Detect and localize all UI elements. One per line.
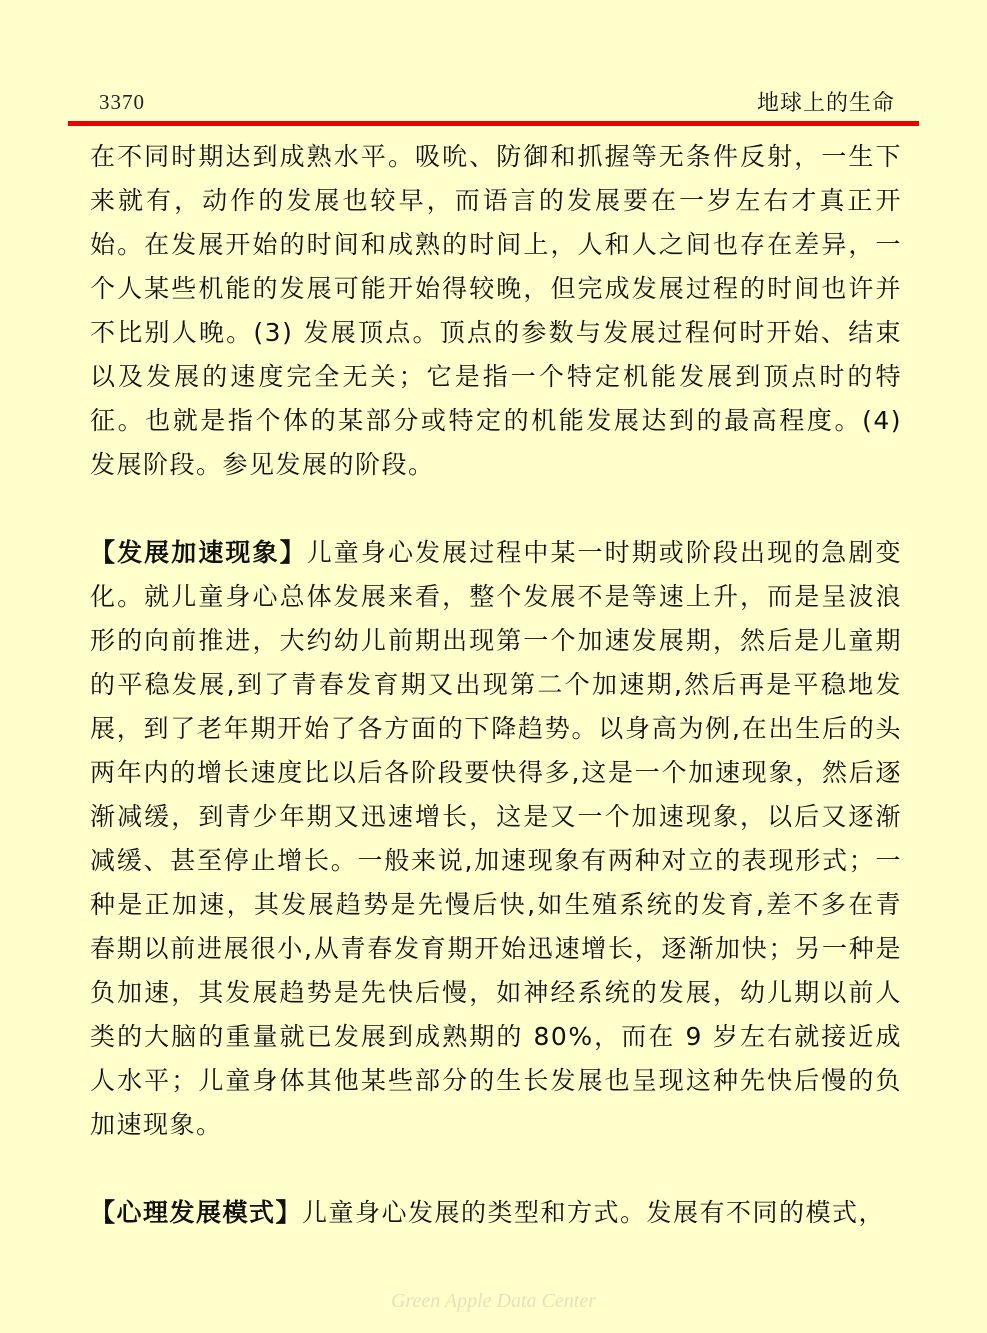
paragraph-gap	[90, 487, 902, 531]
paragraph-continuation	[90, 135, 902, 487]
watermark: Green Apple Data Center	[391, 1290, 596, 1312]
running-head: 地球上的生命	[756, 91, 895, 116]
body-text	[90, 135, 902, 1235]
paragraph-text: 在不同时期达到成熟水平。吸吮、防御和抓握等无条件反射，一生下来就有，动作的发展也较早，而语言的发展要在一岁左右才真正开始。在发展开始的时间和成熟的时间上，人和人之间也存在差异，一个人某些机能的发展可能开始得较晚，但完成发展过程的时间也许并不比别人晚。(3) 发展顶点。顶点的参数与发展过程何时开始、结束以及发展的速度完全无关；它是指一个特定机能发展到顶点时的特征。也就是指个体的某部分或特定的机能发展达到的最高程度。(4) 发展阶段。参见发展的阶段。	[90, 142, 902, 479]
entry-text: 儿童身心发展过程中某一时期或阶段出现的急剧变化。就儿童身心总体发展来看，整个发展不是等速上升，而是呈波浪形的向前推进，大约幼儿前期出现第一个加速发展期，然后是儿童期的平稳发展,到了青春发育期又出现第二个加速期,然后再是平稳地发展，到了老年期开始了各方面的下降趋势。以身高为例,在出生后的头两年内的增长速度比以后各阶段要快得多,这是一个加速现象，然后逐渐减缓，到青少年期又迅速增长，这是又一个加速现象，以后又逐渐减缓、甚至停止增长。一般来说,加速现象有两种对立的表现形式；一种是正加速，其发展趋势是先慢后快,如生殖系统的发育,差不多在青春期以前进展很小,从青春发育期开始迅速增长，逐渐加快；另一种是负加速，其发展趋势是先快后慢，如神经系统的发展，幼儿期以前人类的大脑的重量就已发展到成熟期的 80%，而在 9 岁左右就接近成人水平；儿童身体其他某些部分的生长发展也呈现这种先快后慢的负加速现象。	[90, 538, 902, 1139]
entry-acceleration	[90, 531, 902, 1147]
entry-term: 【心理发展模式】	[90, 1198, 303, 1227]
paragraph-gap	[90, 1147, 902, 1191]
page-number: 3370	[99, 90, 145, 114]
entry-term: 【发展加速现象】	[90, 538, 307, 567]
entry-development-pattern	[90, 1191, 902, 1235]
entry-text: 儿童身心发展的类型和方式。发展有不同的模式，	[302, 1198, 886, 1227]
header-rule	[68, 121, 919, 126]
